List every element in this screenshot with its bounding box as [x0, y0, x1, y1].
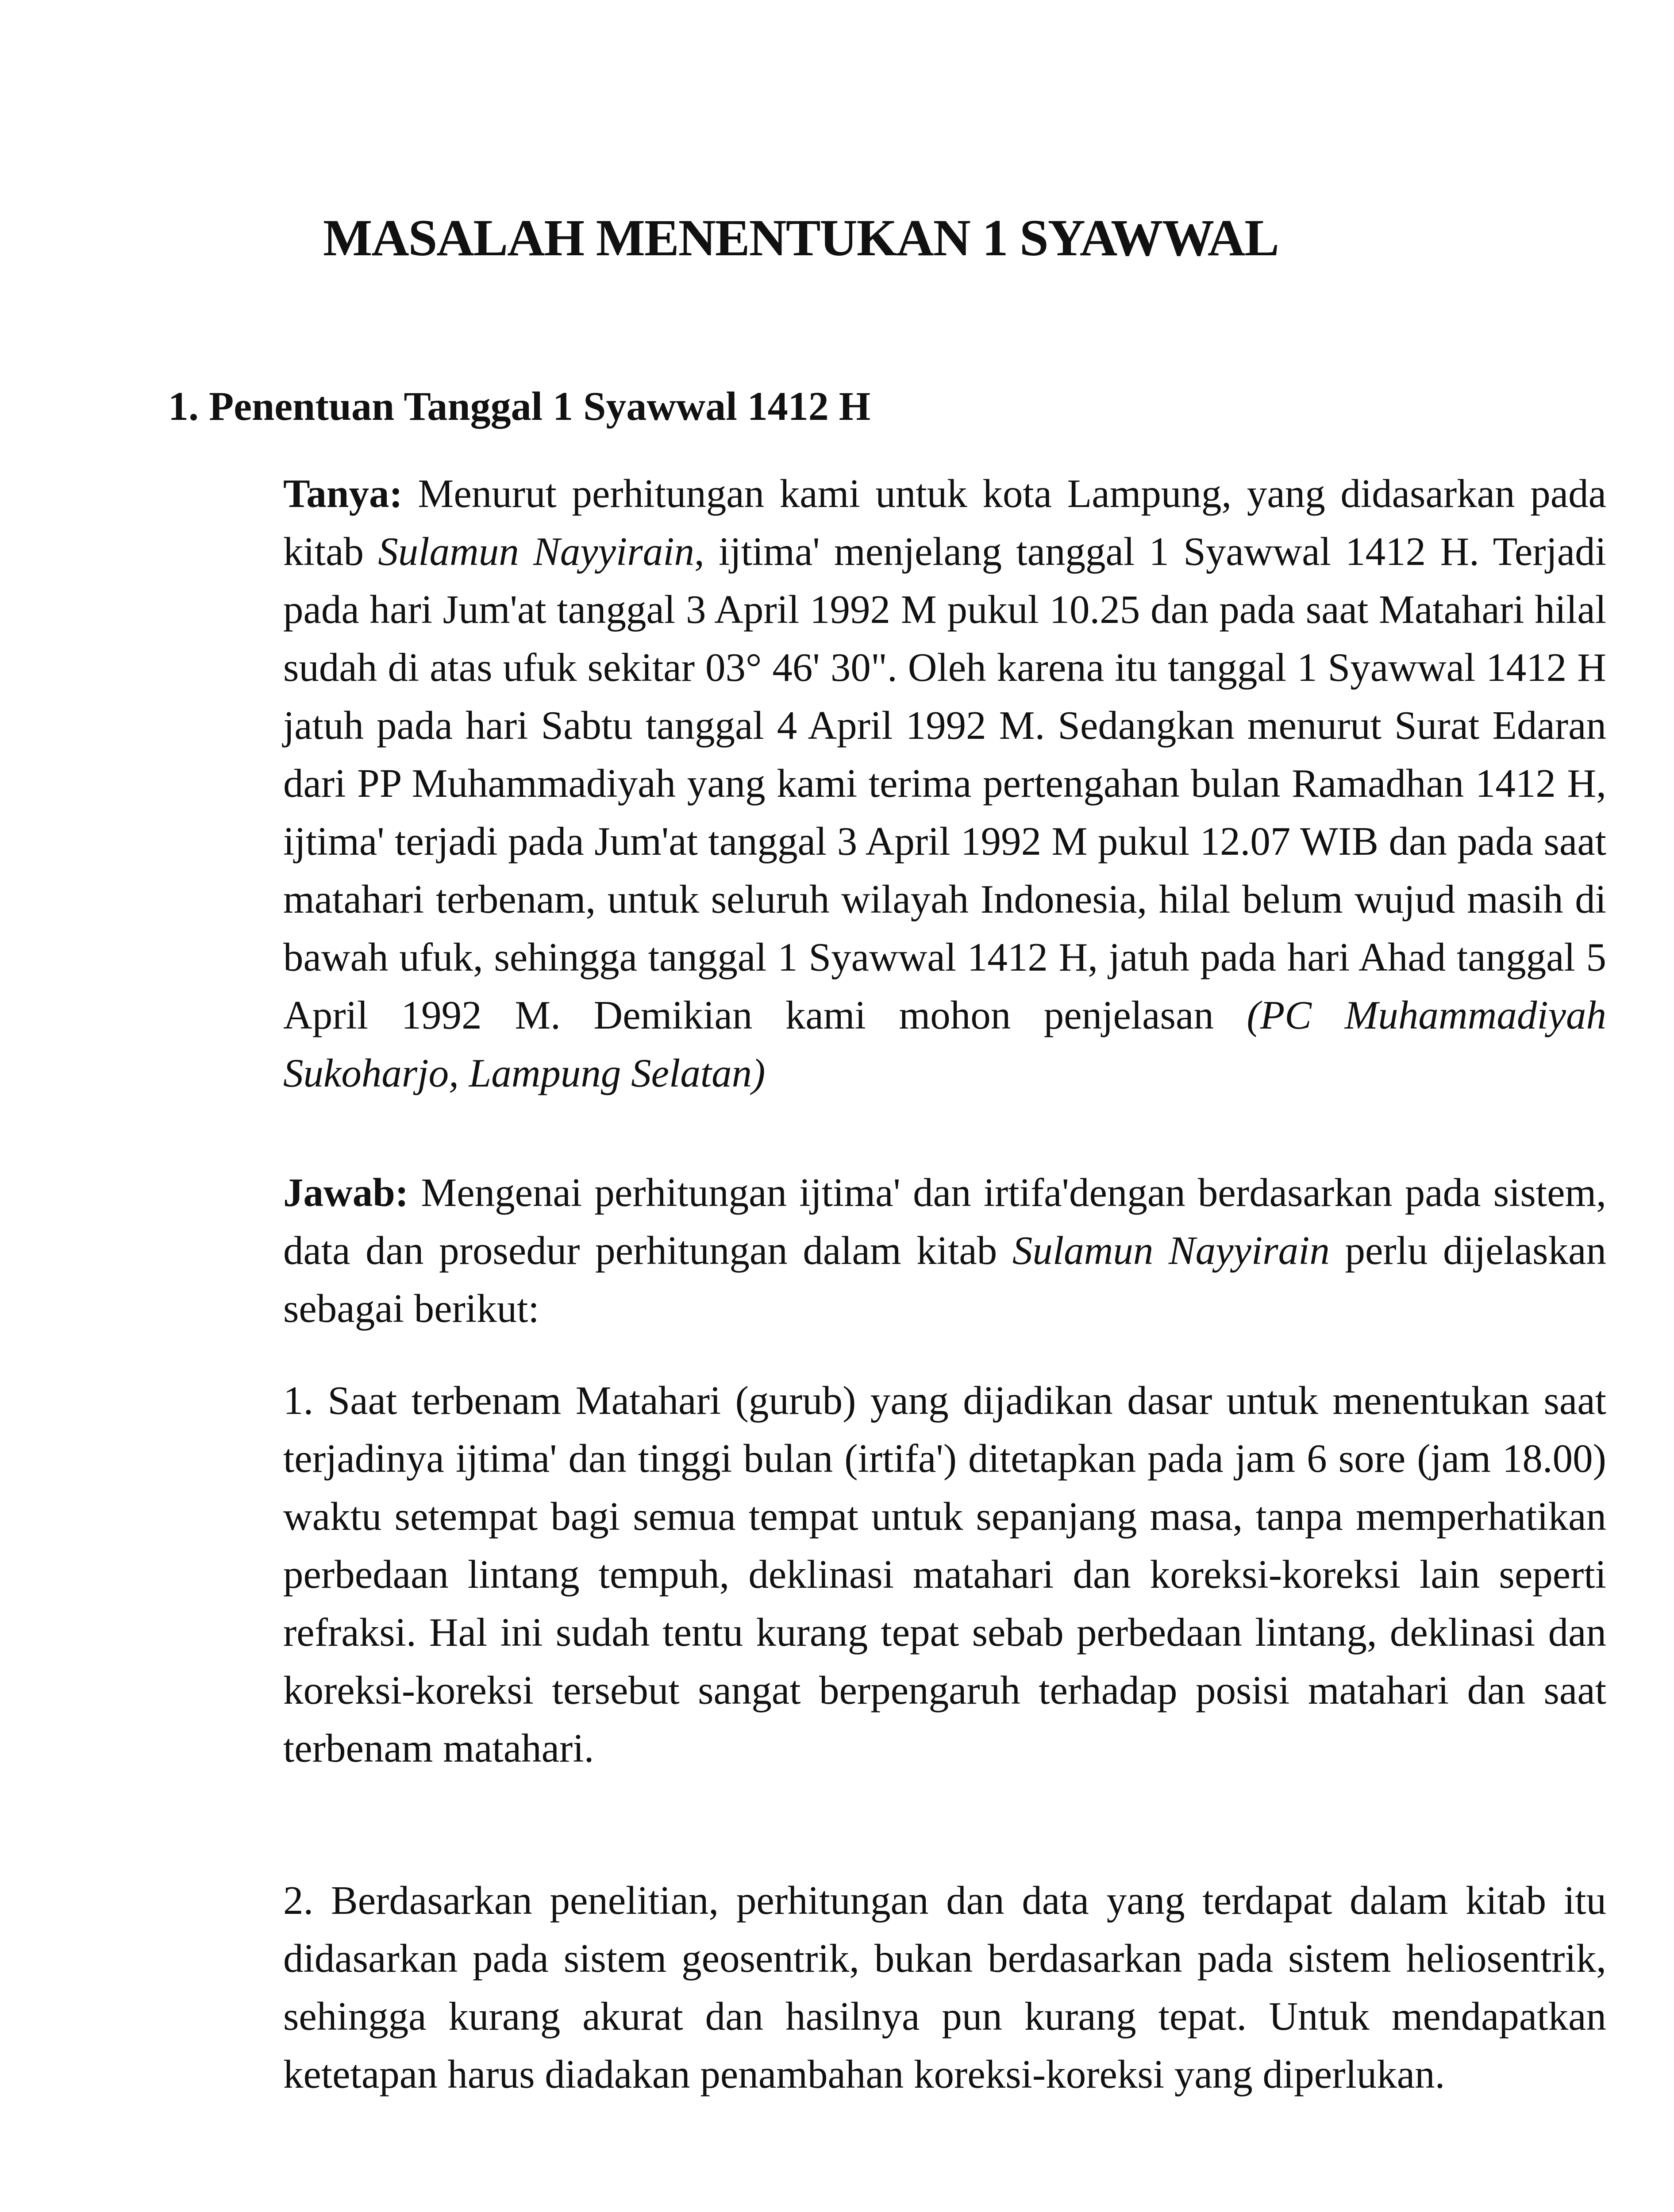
question-text-part-2: , ijtima' menjelang tanggal 1 Syawwal 1412 H. Terjadi pada hari Jum'at tanggal 3 April 1992 M pukul 10.25 dan pada saat Matahari hilal sudah di atas ufuk sekitar 03° 46' 30". Oleh karena itu tanggal 1 Syawwal 1412 H jatuh pada hari Sabtu tanggal 4 April 1992 M. Sedangkan menurut Surat Edaran dari PP Muhammadiyah yang kami terima pertengahan bulan Ramadhan 1412 H, ijtima' terjadi pada Jum'at tanggal 3 April 1992 M pukul 12.07 WIB dan pada saat matahari terbenam, untuk seluruh wilayah Indonesia, hilal belum wujud masih di bawah ufuk, sehingga tanggal 1 Syawwal 1412 H, jatuh pada hari Ahad tanggal 5 April 1992 M. Demikian kami mohon penjelasan	[283, 529, 1606, 1037]
question-paragraph	[168, 465, 1606, 1102]
answer-text-part-1: Mengenai perhitungan ijtima' dan irtifa'dengan berdasarkan pada sistem, data dan prosedur perhitungan dalam kitab	[283, 1170, 1606, 1273]
answer-point-1: 1. Saat terbenam Matahari (gurub) yang dijadikan dasar untuk menentukan saat terjadinya ijtima' dan tinggi bulan (irtifa') ditetapkan pada jam 6 sore (jam 18.00) waktu setempat bagi semua tempat untuk sepanjang masa, tanpa memperhatikan perbedaan lintang tempuh, deklinasi matahari dan koreksi-koreksi lain seperti refraksi. Hal ini sudah tentu kurang tepat sebab perbedaan lintang, deklinasi dan koreksi-koreksi tersebut sangat berpengaruh terhadap posisi matahari dan saat terbenam matahari.	[283, 1378, 1606, 1770]
answer-point-2: 2. Berdasarkan penelitian, perhitungan dan data yang terdapat dalam kitab itu didasarkan pada sistem geosentrik, bukan berdasarkan pada sistem heliosentrik, sehingga kurang akurat dan hasilnya pun kurang tepat. Untuk mendapatkan ketetapan harus diadakan penambahan koreksi-koreksi yang diperlukan.	[283, 1878, 1606, 2097]
answer-text-part-2: perlu dijelaskan sebagai berikut:	[283, 1228, 1606, 1331]
answer-book-title: Sulamun Nayyirain	[1012, 1228, 1330, 1273]
section-heading: 1. Penentuan Tanggal 1 Syawwal 1412 H	[168, 384, 871, 429]
question-book-title: Sulamun Nayyirain	[378, 529, 694, 574]
question-label: Tanya:	[283, 471, 403, 516]
answer-paragraph	[168, 1164, 1606, 1337]
answer-label: Jawab:	[283, 1170, 409, 1215]
question-text-part-1: Menurut perhitungan kami untuk kota Lampung, yang didasarkan pada kitab	[283, 471, 1606, 574]
chapter-title: MASALAH MENENTUKAN 1 SYAWWAL	[323, 209, 1278, 267]
question-source: (PC Muhammadiyah Sukoharjo, Lampung Selatan)	[283, 993, 1606, 1095]
book-page	[168, 0, 1606, 2212]
